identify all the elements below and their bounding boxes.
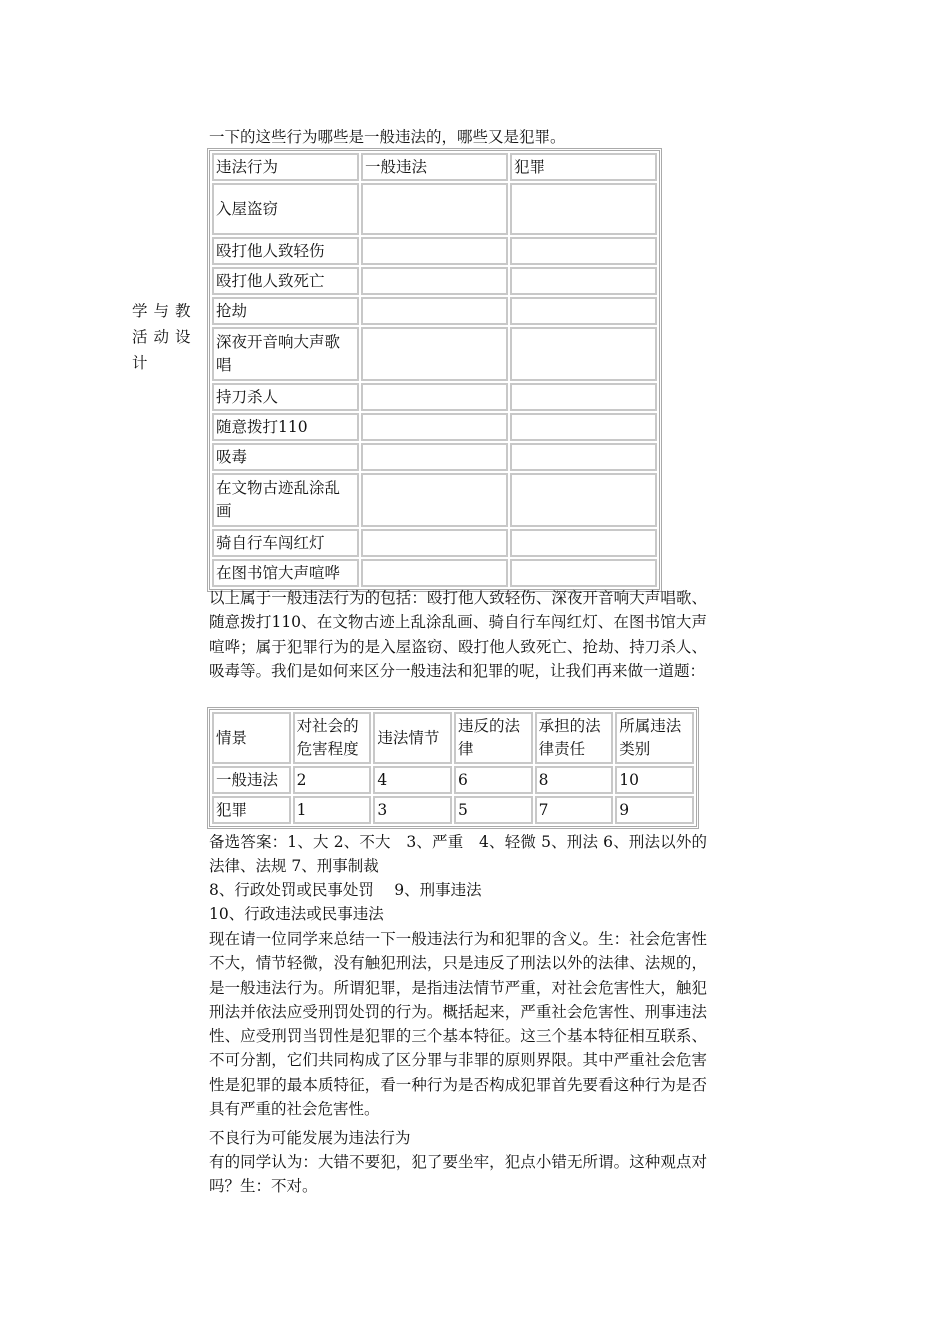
behavior-cell: 在图书馆大声喧哗 xyxy=(212,559,359,587)
table-row xyxy=(212,413,657,441)
behavior-cell: 抢劫 xyxy=(212,297,359,325)
table-row xyxy=(212,267,657,295)
behavior-cell: 入屋盗窃 xyxy=(212,183,359,235)
table-header-row xyxy=(212,712,694,764)
behavior-cell: 持刀杀人 xyxy=(212,383,359,411)
behavior-cell: 在文物古迹乱涂乱画 xyxy=(212,473,359,527)
header-cell: 违法情节 xyxy=(373,712,452,764)
table-row xyxy=(212,559,657,587)
summary-paragraph-1: 以上属于一般违法行为的包括：殴打他人致轻伤、深夜开音响大声唱歌、随意拨打110、在文物古迹上乱涂乱画、骑自行车闯红灯、在图书馆大声喧哗；属于犯罪行为的是入屋盗窃、殴打他人致死亡、抢劫、持刀杀人、吸毒等。我们是如何来区分一般违法和犯罪的呢，让我们再来做一道题： xyxy=(209,589,707,680)
general-violation-cell xyxy=(361,413,508,441)
table-row xyxy=(212,183,657,235)
crime-cell xyxy=(510,237,657,265)
crime-cell xyxy=(510,383,657,411)
crime-cell xyxy=(510,327,657,381)
value-cell: 9 xyxy=(615,796,694,824)
general-violation-cell xyxy=(361,237,508,265)
behavior-cell: 骑自行车闯红灯 xyxy=(212,529,359,557)
general-violation-cell xyxy=(361,473,508,527)
header-cell: 违法行为 xyxy=(212,153,359,181)
value-cell: 6 xyxy=(454,766,533,794)
general-violation-cell xyxy=(361,443,508,471)
table-row xyxy=(212,383,657,411)
crime-cell xyxy=(510,443,657,471)
table-row xyxy=(212,443,657,471)
answer-options-2: 8、行政处罚或民事处罚 9、刑事违法 xyxy=(209,881,482,899)
general-violation-cell xyxy=(361,297,508,325)
table-row xyxy=(212,327,657,381)
behavior-cell: 随意拨打110 xyxy=(212,413,359,441)
table-row xyxy=(212,766,694,794)
summary-paragraph-2: 现在请一位同学来总结一下一般违法行为和犯罪的含义。生：社会危害性不大，情节轻微，没有触犯刑法，只是违反了刑法以外的法律、法规的，是一般违法行为。所谓犯罪，是指违法情节严重，对社会危害性大，触犯刑法并依法应受刑罚处罚的行为。概括起来，严重社会危害性、刑事违法性、应受刑罚当罚性是犯罪的三个基本特征。这三个基本特征相互联系、不可分割，它们共同构成了区分罪与非罪的原则界限。其中严重社会危害性是犯罪的最本质特征，看一种行为是否构成犯罪首先要看这种行为是否具有严重的社会危害性。 xyxy=(209,930,707,1119)
table-row xyxy=(212,529,657,557)
general-violation-cell xyxy=(361,529,508,557)
header-cell: 违反的法律 xyxy=(454,712,533,764)
intro-text: 一下的这些行为哪些是一般违法的，哪些又是犯罪。 xyxy=(209,128,566,146)
value-cell: 5 xyxy=(454,796,533,824)
value-cell: 4 xyxy=(373,766,452,794)
general-violation-cell xyxy=(361,183,508,235)
crime-cell xyxy=(510,559,657,587)
scenario-cell: 一般违法 xyxy=(212,766,291,794)
behavior-cell: 深夜开音响大声歌唱 xyxy=(212,327,359,381)
scenario-cell: 犯罪 xyxy=(212,796,291,824)
behavior-cell: 吸毒 xyxy=(212,443,359,471)
value-cell: 8 xyxy=(535,766,614,794)
value-cell: 7 xyxy=(535,796,614,824)
header-cell: 承担的法律责任 xyxy=(535,712,614,764)
table-row xyxy=(212,796,694,824)
violation-table xyxy=(207,148,662,592)
answer-options-3: 10、行政违法或民事违法 xyxy=(209,905,384,923)
general-violation-cell xyxy=(361,327,508,381)
header-cell: 所属违法类别 xyxy=(615,712,694,764)
crime-cell xyxy=(510,297,657,325)
header-cell: 一般违法 xyxy=(361,153,508,181)
behavior-cell: 殴打他人致轻伤 xyxy=(212,237,359,265)
comparison-table xyxy=(207,707,699,829)
table-header-row xyxy=(212,153,657,181)
crime-cell xyxy=(510,183,657,235)
crime-cell xyxy=(510,267,657,295)
value-cell: 1 xyxy=(293,796,372,824)
summary-paragraph-3: 有的同学认为：大错不要犯，犯了要坐牢，犯点小错无所谓。这种观点对吗？生：不对。 xyxy=(209,1153,707,1196)
value-cell: 2 xyxy=(293,766,372,794)
value-cell: 3 xyxy=(373,796,452,824)
crime-cell xyxy=(510,413,657,441)
crime-cell xyxy=(510,473,657,527)
general-violation-cell xyxy=(361,383,508,411)
header-cell: 情景 xyxy=(212,712,291,764)
table-row xyxy=(212,237,657,265)
side-label: 学与教活动设计 xyxy=(132,302,197,372)
behavior-cell: 殴打他人致死亡 xyxy=(212,267,359,295)
section-heading: 不良行为可能发展为违法行为 xyxy=(209,1129,411,1147)
crime-cell xyxy=(510,529,657,557)
general-violation-cell xyxy=(361,267,508,295)
table-row xyxy=(212,473,657,527)
table-row xyxy=(212,297,657,325)
answer-options: 备选答案：1、大 2、不大 3、严重 4、轻微 5、刑法 6、刑法以外的法律、法规 7、刑事制裁 xyxy=(209,833,707,876)
header-cell: 对社会的危害程度 xyxy=(293,712,372,764)
header-cell: 犯罪 xyxy=(510,153,657,181)
general-violation-cell xyxy=(361,559,508,587)
value-cell: 10 xyxy=(615,766,694,794)
